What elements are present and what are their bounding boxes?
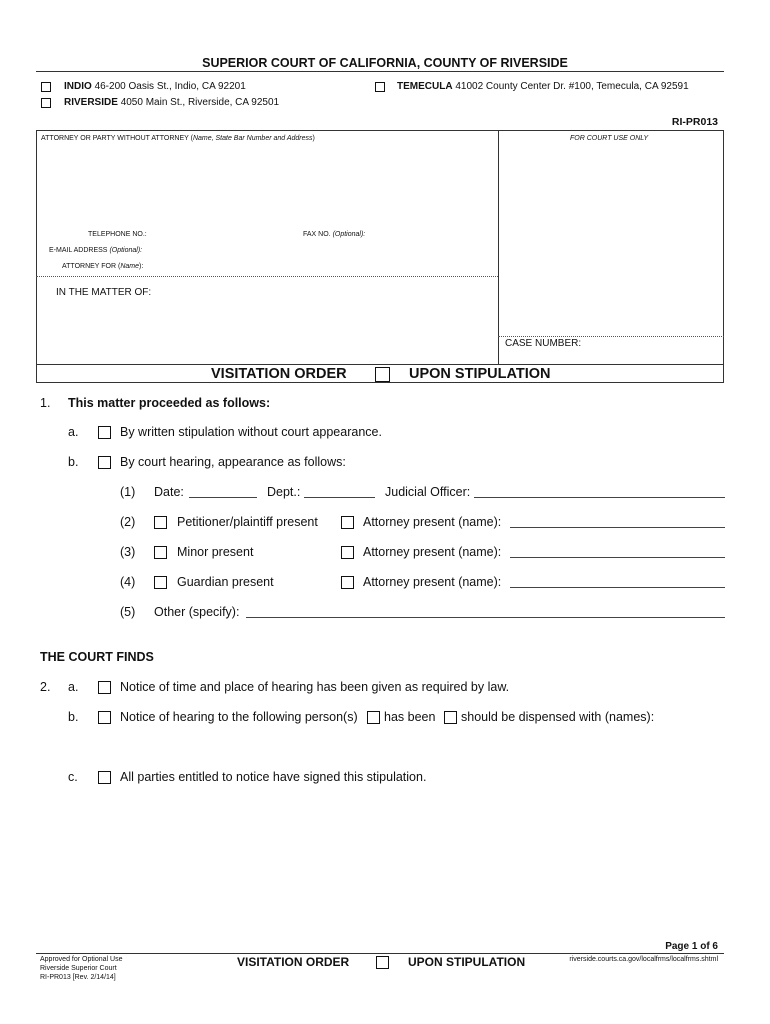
telephone-label: TELEPHONE NO.: [88,231,147,238]
footer-rev: RI-PR013 [Rev. 2/14/14] [40,974,116,981]
item-1a-checkbox[interactable] [98,426,111,439]
item-1a-letter: a. [68,425,79,439]
attorney-present-label-3: Attorney present (name): [363,575,502,589]
in-the-matter-label: IN THE MATTER OF: [56,287,152,298]
dept-field[interactable] [304,497,375,498]
indio-checkbox[interactable] [41,82,51,92]
fax-label-text: FAX NO. [303,231,333,238]
guardian-checkbox[interactable] [154,576,167,589]
item-2a-letter: a. [68,680,79,694]
attorney-present-label-2: Attorney present (name): [363,545,502,559]
header-rule [36,71,724,72]
date-field[interactable] [189,497,257,498]
item-2b-letter: b. [68,710,79,724]
temecula-address: 41002 County Center Dr. #100, Temecula, CA 92591 [455,81,689,92]
footer-stipulation-checkbox[interactable] [376,956,389,969]
caption-divider [498,130,499,365]
judicial-officer-label: Judicial Officer: [385,485,471,499]
guardian-label: Guardian present [177,575,274,589]
email-label [49,247,142,254]
page-number: Page 1 of 6 [665,941,718,952]
indio-name: INDIO [64,81,92,92]
riverside-address: 4050 Main St., Riverside, CA 92501 [120,97,280,108]
title-rule [36,364,724,365]
attorney-for-text: ATTORNEY FOR ( [62,263,121,270]
footer-title-right: UPON STIPULATION [408,955,526,969]
sub-3-number: (3) [120,545,136,559]
title-left: VISITATION ORDER [211,366,347,382]
attorney-label-italic: Name, State Bar Number and Address [192,135,313,142]
caption-separator [36,276,498,277]
case-number-label: CASE NUMBER: [505,338,582,349]
footer-court: Riverside Superior Court [40,965,117,972]
attorney-present-checkbox-2[interactable] [341,546,354,559]
item-2c-checkbox[interactable] [98,771,111,784]
dept-label: Dept.: [267,485,301,499]
item-2b-checkbox[interactable] [98,711,111,724]
footer-url[interactable]: riverside.courts.ca.gov/localfrms/localfrms.shtml [569,956,718,963]
sub-5-number: (5) [120,605,136,619]
court-finds-heading: THE COURT FINDS [40,650,154,664]
date-label: Date: [154,485,184,499]
court-use-label: FOR COURT USE ONLY [570,135,649,142]
attorney-present-field-3[interactable] [510,587,725,588]
item-2c-text: All parties entitled to notice have signed this stipulation. [120,770,427,784]
attorney-present-checkbox-1[interactable] [341,516,354,529]
item-2a-text: Notice of time and place of hearing has been given as required by law. [120,680,510,694]
other-field[interactable] [246,617,725,618]
attorney-for-italic: Name [120,263,140,270]
indio-address: 46-200 Oasis St., Indio, CA 92201 [94,81,246,92]
upon-stipulation-checkbox[interactable] [375,367,390,382]
item-1b-checkbox[interactable] [98,456,111,469]
has-been-label: has been [384,710,436,724]
temecula-location [397,81,689,92]
sub-2-number: (2) [120,515,136,529]
temecula-checkbox[interactable] [375,82,385,92]
sub-4-number: (4) [120,575,136,589]
attorney-present-field-1[interactable] [510,527,725,528]
form-id: RI-PR013 [671,116,718,128]
riverside-location [64,97,279,108]
dispensed-checkbox[interactable] [444,711,457,724]
indio-location [64,81,246,92]
item-1a-text: By written stipulation without court appearance. [120,425,382,439]
court-title: SUPERIOR COURT OF CALIFORNIA, COUNTY OF RIVERSIDE [202,56,568,70]
judicial-officer-field[interactable] [474,497,725,498]
caption-box [36,130,724,383]
section1-number: 1. [40,396,51,410]
title-right: UPON STIPULATION [409,366,551,382]
item-1b-letter: b. [68,455,79,469]
temecula-name: TEMECULA [397,81,453,92]
minor-label: Minor present [177,545,254,559]
attorney-for-end: ): [139,263,144,270]
has-been-checkbox[interactable] [367,711,380,724]
petitioner-checkbox[interactable] [154,516,167,529]
fax-label-italic: (Optional): [332,231,366,238]
attorney-for-label [62,263,143,270]
riverside-checkbox[interactable] [41,98,51,108]
item-1b-text: By court hearing, appearance as follows: [120,455,346,469]
section1-heading: This matter proceeded as follows: [68,396,271,410]
sub-1-number: (1) [120,485,136,499]
item-2b-text: Notice of hearing to the following person(s) [120,710,358,724]
other-label: Other (specify): [154,605,240,619]
minor-checkbox[interactable] [154,546,167,559]
footer-rule [36,953,724,954]
section2-number: 2. [40,680,51,694]
attorney-present-label-1: Attorney present (name): [363,515,502,529]
footer-approved: Approved for Optional Use [40,956,123,963]
attorney-label-end: ) [312,135,315,142]
riverside-name: RIVERSIDE [64,97,118,108]
attorney-label-text: ATTORNEY OR PARTY WITHOUT ATTORNEY ( [41,135,193,142]
attorney-label [41,135,315,142]
fax-label [303,231,365,238]
attorney-present-checkbox-3[interactable] [341,576,354,589]
attorney-present-field-2[interactable] [510,557,725,558]
dispensed-label: should be dispensed with (names): [461,710,655,724]
email-label-italic: (Optional): [109,247,143,254]
case-number-separator [498,336,724,337]
footer-title-left: VISITATION ORDER [237,955,350,969]
email-label-text: E-MAIL ADDRESS [49,247,110,254]
petitioner-label: Petitioner/plaintiff present [177,515,318,529]
item-2a-checkbox[interactable] [98,681,111,694]
item-2c-letter: c. [68,770,78,784]
